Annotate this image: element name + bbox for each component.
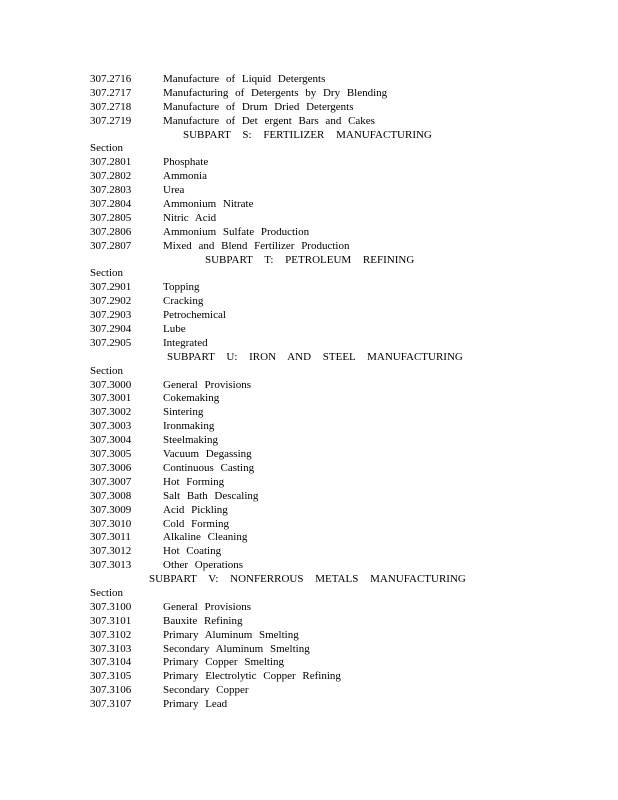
section-entry xyxy=(90,559,590,573)
section-entry xyxy=(90,101,590,115)
section-number: 307.3106 xyxy=(90,684,132,697)
section-number: 307.2801 xyxy=(90,156,132,169)
section-entry xyxy=(90,198,590,212)
section-title: Salt Bath Descaling xyxy=(163,489,259,502)
section-number: 307.2905 xyxy=(90,336,132,349)
section-label: Section xyxy=(90,586,123,599)
section-title: Manufacturing of Detergents by Dry Blending xyxy=(163,86,388,99)
section-title: Integrated xyxy=(163,336,208,349)
section-label-row xyxy=(90,267,590,281)
section-label: Section xyxy=(90,364,123,377)
section-number: 307.2719 xyxy=(90,114,132,127)
section-title: Urea xyxy=(163,184,185,197)
section-entry xyxy=(90,434,590,448)
section-number: 307.2807 xyxy=(90,239,132,252)
section-title: Bauxite Refining xyxy=(163,614,243,627)
section-title: Primary Aluminum Smelting xyxy=(163,628,299,641)
section-entry xyxy=(90,615,590,629)
section-entry xyxy=(90,156,590,170)
section-title: Ammonium Nitrate xyxy=(163,198,254,211)
section-entry xyxy=(90,406,590,420)
section-title: Primary Lead xyxy=(163,698,228,711)
section-number: 307.2902 xyxy=(90,295,132,308)
section-number: 307.2803 xyxy=(90,184,132,197)
section-number: 307.3105 xyxy=(90,670,132,683)
section-number: 307.3002 xyxy=(90,406,132,419)
section-title: Hot Coating xyxy=(163,545,222,558)
subpart-heading xyxy=(90,129,590,143)
section-title: Primary Electrolytic Copper Refining xyxy=(163,670,341,683)
section-number: 307.3005 xyxy=(90,448,132,461)
section-number: 307.3012 xyxy=(90,545,132,558)
section-number: 307.2718 xyxy=(90,100,132,113)
section-entry xyxy=(90,73,590,87)
section-number: 307.2806 xyxy=(90,225,132,238)
section-number: 307.3102 xyxy=(90,628,132,641)
section-entry xyxy=(90,531,590,545)
section-label-row xyxy=(90,365,590,379)
section-number: 307.3006 xyxy=(90,461,132,474)
subpart-title: SUBPART S: FERTILIZER MANUFACTURING xyxy=(183,128,432,141)
section-number: 307.2804 xyxy=(90,198,132,211)
section-title: Alkaline Cleaning xyxy=(163,531,248,544)
section-entry xyxy=(90,337,590,351)
section-title: Manufacture of Liquid Detergents xyxy=(163,73,326,85)
section-label-row xyxy=(90,142,590,156)
section-number: 307.3004 xyxy=(90,434,132,447)
section-title: Secondary Copper xyxy=(163,684,249,697)
section-title: Cracking xyxy=(163,295,204,308)
section-label: Section xyxy=(90,267,123,280)
subpart-title: SUBPART T: PETROLEUM REFINING xyxy=(205,253,415,266)
section-entry xyxy=(90,476,590,490)
section-entry xyxy=(90,462,590,476)
section-entry xyxy=(90,226,590,240)
section-title: Lube xyxy=(163,323,186,336)
section-title: Steelmaking xyxy=(163,434,218,447)
section-entry xyxy=(90,379,590,393)
section-title: Topping xyxy=(163,281,200,294)
section-title: Hot Forming xyxy=(163,475,225,488)
section-number: 307.3011 xyxy=(90,531,131,544)
section-entry xyxy=(90,448,590,462)
section-number: 307.3008 xyxy=(90,489,132,502)
section-title: Primary Copper Smelting xyxy=(163,656,285,669)
section-entry xyxy=(90,240,590,254)
section-entry xyxy=(90,420,590,434)
section-title: Phosphate xyxy=(163,156,209,169)
subpart-heading xyxy=(90,254,590,268)
section-number: 307.3103 xyxy=(90,642,132,655)
subpart-title: SUBPART U: IRON AND STEEL MANUFACTURING xyxy=(167,350,463,363)
section-entry xyxy=(90,656,590,670)
section-entry xyxy=(90,643,590,657)
section-title: General Provisions xyxy=(163,600,252,613)
section-entry xyxy=(90,601,590,615)
section-number: 307.3010 xyxy=(90,517,132,530)
section-number: 307.3003 xyxy=(90,420,132,433)
section-entry xyxy=(90,295,590,309)
section-number: 307.3001 xyxy=(90,392,132,405)
section-entry xyxy=(90,170,590,184)
section-title: Ironmaking xyxy=(163,420,215,433)
section-number: 307.3107 xyxy=(90,698,132,711)
section-listing xyxy=(90,73,590,712)
section-entry xyxy=(90,212,590,226)
section-title: Manufacture of Drum Dried Detergents xyxy=(163,100,354,113)
section-number: 307.3101 xyxy=(90,614,132,627)
section-number: 307.2903 xyxy=(90,309,132,322)
section-number: 307.3013 xyxy=(90,559,132,572)
section-title: Sintering xyxy=(163,406,204,419)
section-title: General Provisions xyxy=(163,378,252,391)
section-number: 307.2901 xyxy=(90,281,132,294)
section-entry xyxy=(90,281,590,295)
subpart-heading xyxy=(90,351,590,365)
section-number: 307.3000 xyxy=(90,378,132,391)
section-title: Cokemaking xyxy=(163,392,220,405)
section-number: 307.2716 xyxy=(90,73,132,85)
section-title: Petrochemical xyxy=(163,309,226,322)
section-title: Vacuum Degassing xyxy=(163,448,252,461)
section-title: Nitric Acid xyxy=(163,211,217,224)
subpart-title: SUBPART V: NONFERROUS METALS MANUFACTURING xyxy=(149,573,466,586)
section-title: Manufacture of Det ergent Bars and Cakes xyxy=(163,114,375,127)
section-number: 307.3007 xyxy=(90,475,132,488)
subpart-heading xyxy=(90,573,590,587)
section-entry xyxy=(90,115,590,129)
section-number: 307.2802 xyxy=(90,170,132,183)
section-label: Section xyxy=(90,142,123,155)
section-entry xyxy=(90,323,590,337)
section-number: 307.3104 xyxy=(90,656,132,669)
section-entry xyxy=(90,698,590,712)
section-number: 307.3100 xyxy=(90,600,132,613)
section-title: Continuous Casting xyxy=(163,461,255,474)
section-number: 307.2904 xyxy=(90,323,132,336)
section-number: 307.2717 xyxy=(90,86,132,99)
section-title: Mixed and Blend Fertilizer Production xyxy=(163,239,350,252)
section-entry xyxy=(90,518,590,532)
section-title: Ammonium Sulfate Production xyxy=(163,225,310,238)
section-label-row xyxy=(90,587,590,601)
section-entry xyxy=(90,545,590,559)
section-entry xyxy=(90,392,590,406)
section-number: 307.2805 xyxy=(90,211,132,224)
section-entry xyxy=(90,184,590,198)
section-entry xyxy=(90,629,590,643)
section-title: Other Operations xyxy=(163,559,244,572)
section-number: 307.3009 xyxy=(90,503,132,516)
section-entry xyxy=(90,504,590,518)
section-title: Acid Pickling xyxy=(163,503,228,516)
section-entry xyxy=(90,309,590,323)
section-entry xyxy=(90,490,590,504)
section-title: Cold Forming xyxy=(163,517,230,530)
section-title: Secondary Aluminum Smelting xyxy=(163,642,310,655)
section-title: Ammonia xyxy=(163,170,207,183)
section-entry xyxy=(90,87,590,101)
section-entry xyxy=(90,684,590,698)
section-entry xyxy=(90,670,590,684)
